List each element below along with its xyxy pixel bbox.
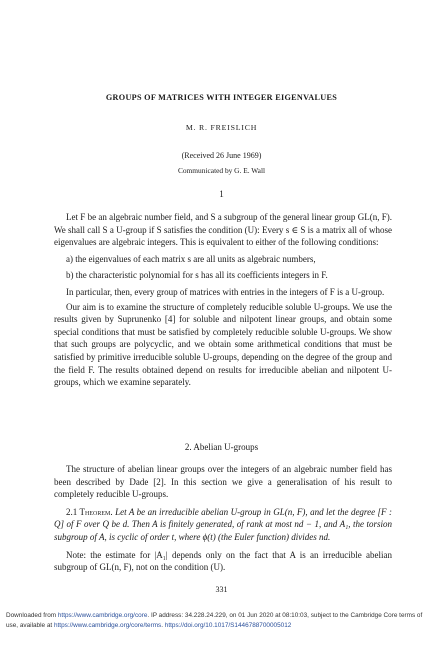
footer-link-doi[interactable]: https://doi.org/10.1017/S1446788700005012: [164, 621, 292, 629]
footer-text: use, available at: [6, 621, 54, 629]
paragraph: Our aim is to examine the structure of completely reducible soluble U-groups. We use the results given by Suprunenko [4] for soluble and nilpotent linear groups, and obtain some special conditions that must be satisfied by completely reducible soluble U-groups. We show that such groups are polycyclic, and we obtain some arithmetical conditions that must be satisfied by primitive irreducible soluble U-groups, depending on the degree of the group and the field F. The results obtained depend on results for irreducible abelian and nilpotent U-groups, which we examine separately.: [54, 301, 392, 388]
paragraph: In particular, then, every group of matrices with entries in the integers of F is a U-group.: [66, 286, 385, 297]
communicated-by: Communicated by G. E. Wall: [177, 166, 266, 175]
theorem-text: Let A be an irreducible abelian U-group in GL(n, F), and let the degree [F : Q] of F over Q be d. Then A is finitely generated, of rank at most nd − 1, and A₁, the torsion subgroup of A, is cyclic of order t, where ϕ(t) (the Euler function) divides nd.: [54, 506, 392, 542]
list-item-a: a) the eigenvalues of each matrix s are all units as algebraic numbers,: [66, 253, 316, 264]
section-1-heading: 1: [219, 189, 224, 199]
footer-text: . IP address: 34.228.24.229, on 01 Jun 2020 at 08:10:03, subject to the Cambridge Core terms of: [147, 612, 423, 619]
download-footer: [6, 611, 438, 630]
section-1-body: [54, 211, 392, 389]
theorem-2-1: [54, 506, 392, 544]
footer-line-1: [6, 611, 438, 621]
section-2-body: [54, 463, 392, 574]
received-date: (Received 26 June 1969): [181, 151, 262, 160]
list-item-b: b) the characteristic polynomial for s has all its coefficients integers in F.: [66, 270, 328, 281]
paragraph: The structure of abelian linear groups over the integers of an algebraic number field has been described by Dade [2]. In this section we give a generalisation of his result to completely reducible U-groups.: [54, 464, 392, 500]
footer-text: .: [161, 621, 165, 629]
page-number: 331: [215, 585, 228, 594]
footer-line-2: [6, 621, 438, 631]
theorem-label: 2.1 Theorem.: [66, 506, 113, 517]
section-2-heading: 2. Abelian U-groups: [184, 442, 259, 452]
paragraph: Let F be an algebraic number field, and S a subgroup of the general linear group GL(n, F). We shall call S a U-group if S satisfies the condition (U): Every s ∈ S is a matrix all of whose eigenvalues are algebraic integers. This is equivalent to either of the following conditions:: [54, 212, 392, 248]
footer-link-terms[interactable]: https://www.cambridge.org/core/terms: [53, 621, 162, 629]
footer-text: Downloaded from: [6, 612, 58, 619]
paper-title: GROUPS OF MATRICES WITH INTEGER EIGENVALUES: [105, 93, 338, 102]
footer-link-core[interactable]: https://www.cambridge.org/core: [57, 612, 148, 619]
author-name: M. R. FREISLICH: [185, 123, 258, 132]
paragraph: Note: the estimate for |A₁| depends only on the fact that A is an irreducible abelian subgroup of GL(n, F), not on the condition (U).: [54, 549, 392, 573]
